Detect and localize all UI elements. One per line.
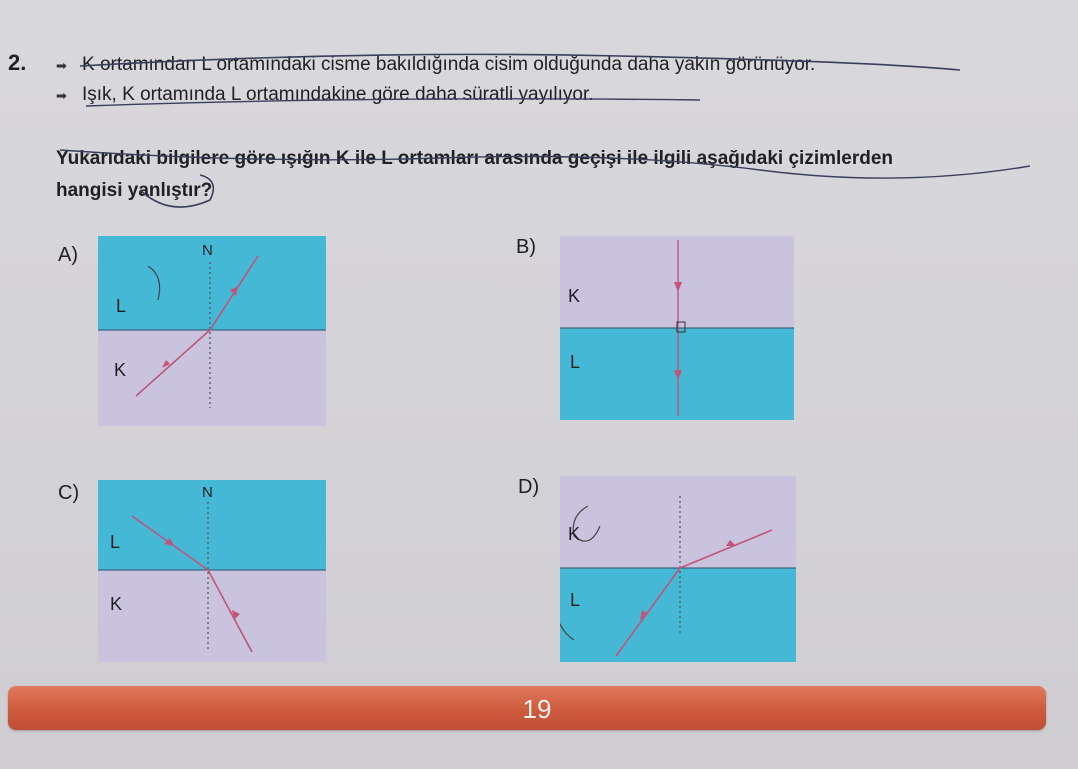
info-line-1-text: K ortamından L ortamındaki cisme bakıldığında cisim olduğunda daha yakın görünüyor. <box>82 54 816 75</box>
medium-k-region <box>98 570 326 662</box>
normal-label: N <box>202 484 213 501</box>
option-a-label[interactable]: A) <box>58 244 78 266</box>
medium-k-label: K <box>568 286 581 306</box>
medium-k-label: K <box>568 524 581 544</box>
medium-l-label: L <box>570 352 581 372</box>
info-line-2 <box>56 84 594 106</box>
medium-k-region <box>560 476 796 568</box>
option-b-diagram[interactable] <box>560 236 794 420</box>
medium-l-label: L <box>110 532 121 552</box>
prompt-line-1: Yukarıdaki bilgilere göre ışığın K ile L ortamları arasında geçişi ile ilgili aşağıdaki çizimlerden <box>56 148 894 169</box>
option-d-diagram[interactable] <box>560 476 796 662</box>
arrow-right-icon: ➡ <box>56 88 67 103</box>
info-line-1 <box>56 54 815 76</box>
medium-k-label: K <box>110 594 123 614</box>
medium-l-region <box>560 568 796 662</box>
medium-l-label: L <box>116 296 127 316</box>
option-a-diagram[interactable] <box>98 236 326 426</box>
prompt-line-2: hangisi yanlıştır? <box>56 180 213 201</box>
normal-label: N <box>202 242 213 259</box>
option-c-label[interactable]: C) <box>58 482 80 504</box>
option-b-label[interactable]: B) <box>516 236 536 258</box>
option-d-label[interactable]: D) <box>518 476 540 498</box>
medium-k-label: K <box>114 360 127 380</box>
info-line-2-text: Işık, K ortamında L ortamındakine göre daha süratli yayılıyor. <box>82 84 594 105</box>
medium-k-region <box>98 330 326 426</box>
page-number: 19 <box>522 694 552 724</box>
option-c-diagram[interactable] <box>98 480 326 662</box>
arrow-right-icon: ➡ <box>56 58 67 73</box>
question-number: 2. <box>8 50 27 75</box>
medium-l-label: L <box>570 590 581 610</box>
